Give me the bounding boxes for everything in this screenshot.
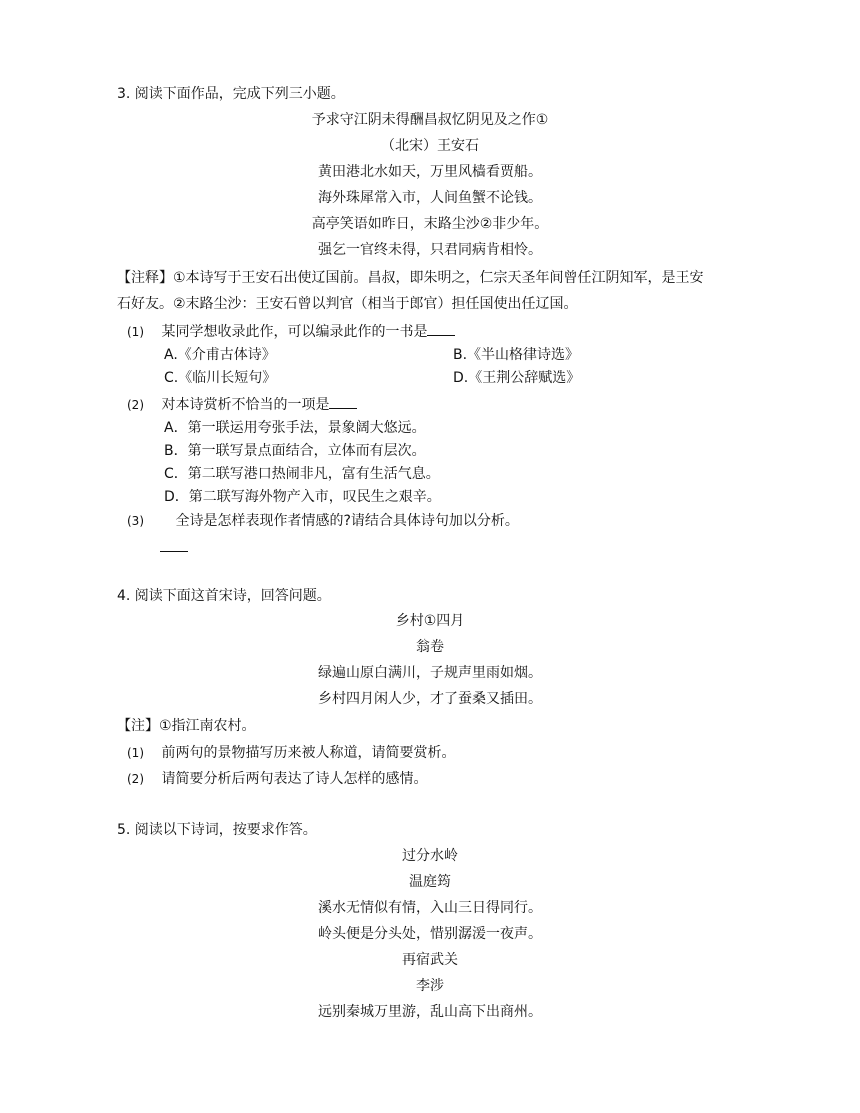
q3-sub2: [127, 394, 357, 415]
q5-poem2-line: 远别秦城万里游，乱山高下出商州。: [318, 1004, 542, 1020]
q4-author: 翁卷: [416, 639, 444, 655]
option: C.《临川长短句》: [164, 370, 277, 386]
q3-poem-line: 高亭笑语如昨日，末路尘沙②非少年。: [311, 216, 549, 232]
q4-poem-title: 乡村①四月: [395, 613, 465, 629]
q3-poem-line: 强乞一官终未得，只君同病肯相怜。: [318, 242, 542, 258]
option: D.《王荆公辞赋选》: [453, 370, 581, 386]
option: A.《介甫古体诗》: [164, 347, 276, 363]
option: C．第二联写港口热闹非凡，富有生活气息。: [164, 466, 440, 482]
q3-sub3: [127, 511, 519, 531]
sub-number: (3): [127, 514, 144, 528]
answer-blank: [329, 394, 357, 409]
q3-poem-line: 黄田港北水如天，万里风樯看贾船。: [318, 164, 542, 180]
option: A．第一联运用夸张手法，景象阔大悠远。: [164, 420, 426, 436]
sub-number: (2): [127, 398, 144, 412]
q5-poem1-line: 岭头便是分头处，惜别潺湲一夜声。: [318, 926, 542, 942]
q4-header: 4. 阅读下面这首宋诗，回答问题。: [117, 588, 331, 604]
q4-sub1: [127, 743, 455, 763]
q5-header: 5. 阅读以下诗词，按要求作答。: [117, 822, 317, 838]
sub-number: (1): [127, 325, 144, 339]
q3-author: （北宋）王安石: [381, 138, 479, 154]
q4-sub2: [127, 769, 427, 789]
sub-question-text: 前两句的景物描写历来被人称道，请简要赏析。: [161, 745, 456, 761]
sub-question-text: 某同学想收录此作，可以编录此作的一书是: [161, 324, 428, 340]
sub-number: (1): [127, 746, 144, 760]
sub-question-text: 对本诗赏析不恰当的一项是: [161, 397, 330, 413]
q5-poem1-author: 温庭筠: [409, 874, 451, 890]
q5-poem2-author: 李涉: [416, 978, 444, 994]
sub-question-text: 全诗是怎样表现作者情感的?请结合具体诗句加以分析。: [175, 513, 519, 529]
q4-poem-line: 乡村四月闲人少，才了蚕桑又插田。: [318, 691, 542, 707]
q3-note-line: 【注释】①本诗写于王安石出使辽国前。昌叔，即朱明之，仁宗天圣年间曾任江阴知军，是王安: [117, 270, 704, 286]
q5-poem1-line: 溪水无情似有情，入山三日得同行。: [318, 900, 542, 916]
sub-question-text: 请简要分析后两句表达了诗人怎样的感情。: [161, 771, 428, 787]
answer-blank: [427, 321, 455, 336]
q3-sub3-answer: [160, 537, 188, 558]
q3-sub1: [127, 321, 455, 342]
q4-note: 【注】①指江南农村。: [117, 718, 256, 734]
q4-poem-line: 绿遍山原白满川，子规声里雨如烟。: [318, 665, 542, 681]
option: D．第二联写海外物产入市，叹民生之艰辛。: [164, 489, 441, 505]
q3-poem-title: 予求守江阴未得酬昌叔忆阴见及之作①: [311, 112, 549, 128]
q3-header: 3. 阅读下面作品，完成下列三小题。: [117, 86, 345, 102]
option: B．第一联写景点面结合，立体而有层次。: [164, 443, 426, 459]
option: B.《半山格律诗选》: [453, 347, 580, 363]
q5-poem1-title: 过分水岭: [402, 848, 458, 864]
q3-poem-line: 海外珠犀常入市，人间鱼蟹不论钱。: [318, 190, 542, 206]
answer-blank: [160, 537, 188, 552]
q3-note-line: 石好友。②末路尘沙：王安石曾以判官（相当于郎官）担任国使出任辽国。: [117, 296, 578, 312]
q5-poem2-title: 再宿武关: [402, 952, 458, 968]
sub-number: (2): [127, 772, 144, 786]
